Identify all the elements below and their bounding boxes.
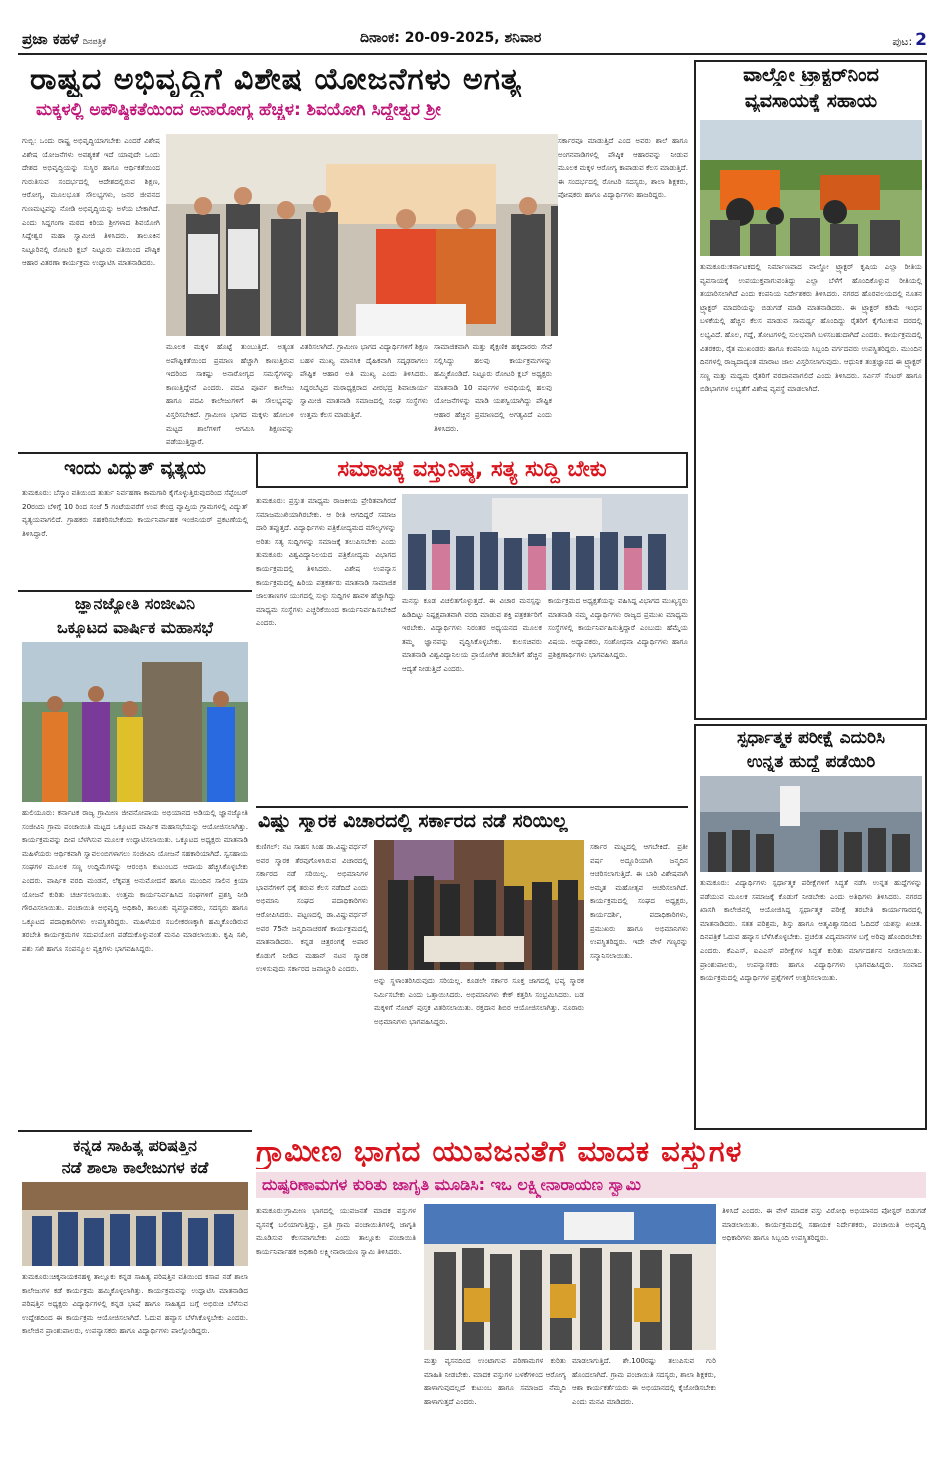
- top-rule: [18, 53, 927, 55]
- lead-col-2: ಮೂಲಕ ಮಕ್ಕಳ ಹೊಟ್ಟೆ ತುಂಬುತ್ತಿದೆ. ಅತ್ಯಂತ ಅಪೌಷ್ಟಿಕತೆಯಿಂದ ಪ್ರಮಾಣ ಹೆಚ್ಚಾಗಿ ಕಾಣುತ್ತಿರುವ ಇದರಿಂದ ಸಾಕಷ್ಟು ಅನಾರೋಗ್ಯದ ಸಮಸ್ಯೆಗಳನ್ನು ಕಾಣುತ್ತಿದ್ದೇವೆ ಎಂದರು. ಪದವಿ ಪೂರ್ವ ಕಾಲೇಜು ಹಾಗೂ ಪದವಿ ಕಾಲೇಜುಗಳಿಗೆ ಈ ಸೌಲಭ್ಯವನ್ನು ವಿಸ್ತರಿಸಬೇಕಿದೆ. ಗ್ರಾಮೀಣ ಭಾಗದ ಮಕ್ಕಳು ಹೋಬಳಿ ಮಟ್ಟದ ಶಾಲೆಗಳಿಗೆ ಆಗಮಿಸಿ ಶಿಕ್ಷಣವನ್ನು ಪಡೆಯುತ್ತಿದ್ದಾರೆ.: [166, 342, 294, 447]
- memorial-photo-image: [374, 840, 584, 970]
- edition-date: ದಿನಾಂಕ: 20-09-2025, ಶನಿವಾರ: [360, 30, 542, 46]
- sanjeevini-photo: [22, 642, 248, 802]
- power-headline: ಇಂದು ವಿದ್ಯುತ್ ವ್ಯತ್ಯಯ: [64, 458, 206, 479]
- truth-photo-image: [402, 494, 688, 590]
- exam-photo: [700, 776, 922, 872]
- power-body: ತುಮಕೂರು: ಬೆಸ್ಕಾಂ ವತಿಯಿಂದ ತುರ್ತು ನಿರ್ವಹಣಾ ಕಾಮಗಾರಿ ಕೈಗೊಳ್ಳುತ್ತಿರುವುದರಿಂದ ಸೆಪ್ಟೆಂಬರ್ 20ರಂದು ಬೆಳಿಗ್ಗೆ 10 ರಿಂದ ಸಂಜೆ 5 ಗಂಟೆಯವರೆಗೆ ಉಪ ಕೇಂದ್ರ ವ್ಯಾಪ್ತಿಯ ಗ್ರಾಮಗಳಲ್ಲಿ ವಿದ್ಯುತ್ ವ್ಯತ್ಯಯವಾಗಲಿದೆ. ಗ್ರಾಹಕರು ಸಹಕರಿಸಬೇಕೆಂದು ಕಾರ್ಯನಿರ್ವಾಹಕ ಇಂಜಿನಿಯರ್ ಪ್ರಕಟಣೆಯಲ್ಲಿ ತಿಳಿಸಿದ್ದಾರೆ.: [22, 488, 248, 538]
- sanjeevini-body: ಹುಲಿಯೂರು: ಕರ್ನಾಟಕ ರಾಜ್ಯ ಗ್ರಾಮೀಣ ಜೀವನೋಪಾಯ ಅಭಿಯಾನದ ಅಡಿಯಲ್ಲಿ ಜ್ಞಾನಜ್ಯೋತಿ ಸಂಜೀವಿನಿ ಗ್ರಾಮ ಪಂಚಾಯಿತಿ ಮಟ್ಟದ ಒಕ್ಕೂಟದ ವಾರ್ಷಿಕ ಮಹಾಸಭೆಯನ್ನು ಆಯೋಜಿಸಲಾಗಿತ್ತು. ಕಾರ್ಯಕ್ರಮವನ್ನು ದೀಪ ಬೆಳಗಿಸುವ ಮೂಲಕ ಉದ್ಘಾಟಿಸಲಾಯಿತು. ಒಕ್ಕೂಟದ ಅಧ್ಯಕ್ಷರು ಮಾತನಾಡಿ ಮಹಿಳೆಯರು ಆರ್ಥಿಕವಾಗಿ ಸ್ವಾವಲಂಬಿಗಳಾಗಲು ಸಂಜೀವಿನಿ ಯೋಜನೆ ಸಹಕಾರಿಯಾಗಿದೆ. ಸ್ವಸಹಾಯ ಸಂಘಗಳ ಮೂಲಕ ಸಣ್ಣ ಉದ್ದಿಮೆಗಳನ್ನು ಆರಂಭಿಸಿ ಕುಟುಂಬದ ಆದಾಯ ಹೆಚ್ಚಿಸಿಕೊಳ್ಳಬೇಕು ಎಂದರು. ವಾರ್ಷಿಕ ವರದಿ ಮಂಡನೆ, ಲೆಕ್ಕಪತ್ರ ಅನುಮೋದನೆ ಹಾಗೂ ಮುಂದಿನ ಸಾಲಿನ ಕ್ರಿಯಾ ಯೋಜನೆ ಕುರಿತು ಚರ್ಚಿಸಲಾಯಿತು. ಉತ್ತಮ ಕಾರ್ಯನಿರ್ವಹಿಸಿದ ಸಂಘಗಳಿಗೆ ಪ್ರಶಸ್ತಿ ನೀಡಿ ಗೌರವಿಸಲಾಯಿತು. ಪಂಚಾಯಿತಿ ಅಭಿವೃದ್ಧಿ ಅಧಿಕಾರಿ, ತಾಲೂಕು ವ್ಯವಸ್ಥಾಪಕರು, ಸದಸ್ಯರು ಹಾಗೂ ಒಕ್ಕೂಟದ ಪದಾಧಿಕಾರಿಗಳು ಉಪಸ್ಥಿತರಿದ್ದರು. ಮಹಿಳೆಯರ ಸಬಲೀಕರಣಕ್ಕಾಗಿ ಹಮ್ಮಿಕೊಂಡಿರುವ ತರಬೇತಿ ಕಾರ್ಯಕ್ರಮಗಳ ಸದುಪಯೋಗ ಪಡೆದುಕೊಳ್ಳುವಂತೆ ಮನವಿ ಮಾಡಲಾಯಿತು. ಕೃಷಿ ಸಖಿ, ಪಶು ಸಖಿ ಹಾಗೂ ಸಂಪನ್ಮೂಲ ವ್ಯಕ್ತಿಗಳು ಭಾಗವಹಿಸಿದ್ದರು.: [22, 808, 248, 953]
- drugs-headline: ಗ್ರಾಮೀಣ ಭಾಗದ ಯುವಜನತೆಗೆ ಮಾದಕ ವಸ್ತುಗಳ: [256, 1134, 743, 1168]
- page-no: 2: [915, 30, 927, 50]
- truth-col-2: ಮನಸ್ಸು ಕೂಡ ವಿಚಲಿತಗೊಳ್ಳುತ್ತದೆ. ಈ ವಿಚಾರ ಮನಸ್ಸನ್ನು ಹಿಡಿದಿಟ್ಟು ನಿಷ್ಪಕ್ಷಪಾತವಾಗಿ ವರದಿ ಮಾಡುವ ಶಕ್ತಿ ಪತ್ರಕರ್ತರಿಗೆ ಇರಬೇಕು. ವಿದ್ಯಾರ್ಥಿಗಳು ನಿರಂತರ ಅಧ್ಯಯನದ ಮೂಲಕ ತಮ್ಮ ಜ್ಞಾನವನ್ನು ವೃದ್ಧಿಸಿಕೊಳ್ಳಬೇಕು. ಕುಲಸಚಿವರು ಮಾತನಾಡಿ ವಿಶ್ವವಿದ್ಯಾನಿಲಯ ಪ್ರಾಯೋಗಿಕ ತರಬೇತಿಗೆ ಹೆಚ್ಚಿನ ಆದ್ಯತೆ ನೀಡುತ್ತಿದೆ ಎಂದರು.: [402, 596, 542, 673]
- sanjeevini-bottom-rule: [18, 1130, 252, 1132]
- exam-headline: ಸ್ಪರ್ಧಾತ್ಮಕ ಪರೀಕ್ಷೆ ಎದುರಿಸಿ: [737, 728, 885, 748]
- masthead: [0, 0, 945, 58]
- truth-col-3: ಕಾರ್ಯಕ್ರಮದ ಅಧ್ಯಕ್ಷತೆಯನ್ನು ವಹಿಸಿದ್ದ ವಿಭಾಗದ ಮುಖ್ಯಸ್ಥರು ಮಾತನಾಡಿ ನಮ್ಮ ವಿದ್ಯಾರ್ಥಿಗಳು ರಾಜ್ಯದ ಪ್ರಮುಖ ಮಾಧ್ಯಮ ಸಂಸ್ಥೆಗಳಲ್ಲಿ ಕಾರ್ಯನಿರ್ವಹಿಸುತ್ತಿದ್ದಾರೆ ಎಂಬುದು ಹೆಮ್ಮೆಯ ವಿಷಯ. ಅಧ್ಯಾಪಕರು, ಸಂಶೋಧನಾ ವಿದ್ಯಾರ್ಥಿಗಳು ಹಾಗೂ ಪ್ರಶಿಕ್ಷಣಾರ್ಥಿಗಳು ಭಾಗವಹಿಸಿದ್ದರು.: [548, 596, 688, 660]
- memorial-headline: ವಿಷ್ಣು ಸ್ಮಾರಕ ವಿಚಾರದಲ್ಲಿ ಸರ್ಕಾರದ ನಡೆ ಸರಿಯಿಲ್ಲ: [258, 810, 568, 832]
- masthead-brand: [22, 30, 106, 48]
- sanjeevini-headline-2: ಒಕ್ಕೂಟದ ವಾರ್ಷಿಕ ಮಹಾಸಭೆ: [57, 618, 213, 637]
- memorial-photo: [374, 840, 584, 970]
- exam-body: ತುಮಕೂರು: ವಿದ್ಯಾರ್ಥಿಗಳು ಸ್ಪರ್ಧಾತ್ಮಕ ಪರೀಕ್ಷೆಗಳಿಗೆ ಸಿದ್ಧತೆ ನಡೆಸಿ ಉನ್ನತ ಹುದ್ದೆಗಳನ್ನು ಪಡೆಯುವ ಮೂಲಕ ಸಮಾಜಕ್ಕೆ ಕೊಡುಗೆ ನೀಡಬೇಕು ಎಂದು ಅತಿಥಿಗಳು ತಿಳಿಸಿದರು. ನಗರದ ಖಾಸಗಿ ಕಾಲೇಜಿನಲ್ಲಿ ಆಯೋಜಿಸಿದ್ದ ಸ್ಪರ್ಧಾತ್ಮಕ ಪರೀಕ್ಷೆ ತರಬೇತಿ ಕಾರ್ಯಾಗಾರದಲ್ಲಿ ಮಾತನಾಡಿದರು. ಸತತ ಪರಿಶ್ರಮ, ಶಿಸ್ತು ಹಾಗೂ ಆತ್ಮವಿಶ್ವಾಸದಿಂದ ಓದಿದರೆ ಯಶಸ್ಸು ಖಚಿತ. ದಿನಪತ್ರಿಕೆ ಓದುವ ಹವ್ಯಾಸ ಬೆಳೆಸಿಕೊಳ್ಳಬೇಕು. ಪ್ರಚಲಿತ ವಿದ್ಯಮಾನಗಳ ಬಗ್ಗೆ ಅರಿವು ಹೊಂದಿರಬೇಕು ಎಂದರು. ಕೆಎಎಸ್, ಐಎಎಸ್ ಪರೀಕ್ಷೆಗಳ ಸಿದ್ಧತೆ ಕುರಿತು ಮಾರ್ಗದರ್ಶನ ನೀಡಲಾಯಿತು. ಪ್ರಾಂಶುಪಾಲರು, ಉಪನ್ಯಾಸಕರು ಹಾಗೂ ವಿದ್ಯಾರ್ಥಿಗಳು ಭಾಗವಹಿಸಿದ್ದರು. ಸಂವಾದ ಕಾರ್ಯಕ್ರಮದಲ್ಲಿ ವಿದ್ಯಾರ್ಥಿಗಳ ಪ್ರಶ್ನೆಗಳಿಗೆ ಉತ್ತರಿಸಲಾಯಿತು.: [700, 878, 922, 983]
- drugs-col-4: ತಿಳಿಸಿದೆ ಎಂದರು. ಈ ವೇಳೆ ಮಾದಕ ವಸ್ತು ವಿರೋಧಿ ಅಭಿಯಾನದ ಪೋಸ್ಟರ್ ಬಿಡುಗಡೆ ಮಾಡಲಾಯಿತು. ಕಾರ್ಯಕ್ರಮದಲ್ಲಿ ಸಹಾಯಕ ನಿರ್ದೇಶಕರು, ಪಂಚಾಯಿತಿ ಅಭಿವೃದ್ಧಿ ಅಧಿಕಾರಿಗಳು ಹಾಗೂ ಸಿಬ್ಬಂದಿ ಉಪಸ್ಥಿತರಿದ್ದರು.: [722, 1206, 926, 1243]
- sahitya-headline-2: ನಡೆ ಶಾಲಾ ಕಾಲೇಜುಗಳ ಕಡೆ: [61, 1158, 209, 1177]
- tractor-photo: [700, 120, 922, 256]
- drugs-col-3: ಮಾಡಲಾಗುತ್ತಿದೆ. ಶೇ.100ರಷ್ಟು ತಲುಪಿಸುವ ಗುರಿ ಹೊಂದಲಾಗಿದೆ. ಗ್ರಾಮ ಪಂಚಾಯಿತಿ ಸದಸ್ಯರು, ಶಾಲಾ ಶಿಕ್ಷಕರು, ಆಶಾ ಕಾರ್ಯಕರ್ತೆಯರು ಈ ಅಭಿಯಾನದಲ್ಲಿ ಕೈಜೋಡಿಸಬೇಕು ಎಂದು ಮನವಿ ಮಾಡಿದರು.: [572, 1356, 716, 1406]
- lead-col-4: ಸಾಮಾಜಿಕವಾಗಿ ಮತ್ತು ಶೈಕ್ಷಣಿಕ ಹಕ್ಕದಾರರು ಸೇವೆ ಸಲ್ಲಿಸಿದ್ದು ಹಲವು ಕಾರ್ಯಕ್ರಮಗಳನ್ನು ಹಮ್ಮಿಕೊಂಡಿದೆ. ನಿಟ್ಟೂರು ರೋಟರಿ ಕ್ಲಬ್ ಅಧ್ಯಕ್ಷರು ಮಾತನಾಡಿ 10 ವರ್ಷಗಳ ಅವಧಿಯಲ್ಲಿ ಹಲವು ಯೋಜನೆಗಳನ್ನು ಮಾಡಿ ಯಶಸ್ವಿಯಾಗಿದ್ದು ಪೌಷ್ಟಿಕ ಆಹಾರ ಹೆಚ್ಚಿನ ಪ್ರಮಾಣದಲ್ಲಿ ಅಗತ್ಯವಿದೆ ಎಂದು ತಿಳಿಸಿದರು.: [434, 342, 552, 433]
- tractor-photo-image: [700, 120, 922, 256]
- truth-col-1: ತುಮಕೂರು: ಪ್ರಸ್ತುತ ಮಾಧ್ಯಮ ರಾಜಕೀಯ ಪ್ರೇರಿತವಾಗಿರದೆ ಸಮಾಜಮುಖಿಯಾಗಿರಬೇಕು. ಆ ರೀತಿ ಆಗದಿದ್ದರೆ ಸಮಾಜ ದಾರಿ ತಪ್ಪುತ್ತದೆ. ವಿದ್ಯಾರ್ಥಿಗಳು ಪತ್ರಿಕೋದ್ಯಮದ ಮೌಲ್ಯಗಳನ್ನು ಅರಿತು ಸತ್ಯ ಸುದ್ದಿಗಳನ್ನು ಸಮಾಜಕ್ಕೆ ತಲುಪಿಸಬೇಕು ಎಂದು ತುಮಕೂರು ವಿಶ್ವವಿದ್ಯಾನಿಲಯದ ಪತ್ರಿಕೋದ್ಯಮ ವಿಭಾಗದ ಕಾರ್ಯಕ್ರಮದಲ್ಲಿ ತಿಳಿಸಿದರು. ವಿಶೇಷ ಉಪನ್ಯಾಸ ಕಾರ್ಯಕ್ರಮದಲ್ಲಿ ಹಿರಿಯ ಪತ್ರಕರ್ತರು ಮಾತನಾಡಿ ಸಾಮಾಜಿಕ ಜಾಲತಾಣಗಳ ಯುಗದಲ್ಲಿ ಸುಳ್ಳು ಸುದ್ದಿಗಳ ಹಾವಳಿ ಹೆಚ್ಚಾಗಿದ್ದು ಮಾಧ್ಯಮ ಸಂಸ್ಥೆಗಳು ಎಚ್ಚರಿಕೆಯಿಂದ ಕಾರ್ಯನಿರ್ವಹಿಸಬೇಕಿದೆ ಎಂದರು.: [256, 496, 396, 628]
- lead-col-1: ಗುಬ್ಬಿ: ಒಂದು ರಾಷ್ಟ್ರ ಅಭಿವೃದ್ಧಿಯಾಗಬೇಕು ಎಂದರೆ ವಿಶೇಷ ವಿಶೇಷ ಯೋಜನೆಗಳು ಅವಶ್ಯಕತೆ ಇದೆ ಯಾವುದೇ ಒಂದು ದೇಶದ ಅಭಿವೃದ್ಧಿಯನ್ನು ಸುಸ್ಥಿರ ಹಾಗೂ ಆರ್ಥಿಕತೆಯಿಂದ ಗುರುತಿಸುವ ಸಂದರ್ಭದಲ್ಲಿ ಆದೇಶದಲ್ಲಿರುವ ಶಿಕ್ಷಣ, ಆರೋಗ್ಯ, ಮೂಲಭೂತ ಸೌಲಭ್ಯಗಳು, ಜನರ ಜೀವನದ ಗುಣಮಟ್ಟವನ್ನು ನೋಡಿ ಅಭಿವೃದ್ಧಿಯನ್ನು ಅಳೆಯ ಬೇಕಾಗಿದೆ. ಎಂದು ಸಿದ್ದಗಂಗಾ ಮಠದ ಕಿರಿಯ ಶ್ರೀಗಳಾದ ಶಿವಯೋಗಿ ಸಿದ್ದೇಶ್ವರ ಮಹಾ ಸ್ವಾಮೀಜಿ ತಿಳಿಸಿದರು. ತಾಲೂಕಿನ ನಿಟ್ಟೂರಿನಲ್ಲಿ ರೋಟರಿ ಕ್ಲಬ್ ನಿಟ್ಟೂರು ವತಿಯಿಂದ ಪೌಷ್ಠಿಕ ಆಹಾರ ವಿತರಣಾ ಕಾರ್ಯಕ್ರಮ ಉದ್ಘಾಟಿಸಿ ಮಾತನಾಡಿದರು.: [22, 136, 160, 268]
- sahitya-photo: [22, 1182, 248, 1266]
- brand-sub: ದಿನಪತ್ರಿಕೆ: [82, 37, 107, 46]
- drugs-col-2: ಮತ್ತು ವ್ಯಸನದಿಂದ ಉಂಟಾಗುವ ಪರಿಣಾಮಗಳ ಕುರಿತು ಮಾಹಿತಿ ನೀಡಬೇಕು. ಮಾದಕ ವಸ್ತುಗಳ ಬಳಕೆಗಳಿಂದ ಆರೋಗ್ಯ ಹಾಳಾಗುವುದಲ್ಲದೆ ಕುಟುಂಬ ಹಾಗೂ ಸಮಾಜದ ನೆಮ್ಮದಿ ಹಾಳಾಗುತ್ತದೆ ಎಂದರು.: [424, 1356, 566, 1406]
- truth-headline: ಸಮಾಜಕ್ಕೆ ವಸ್ತುನಿಷ್ಠ, ಸತ್ಯ ಸುದ್ದಿ ಬೇಕು: [256, 452, 688, 488]
- drugs-col-1: ತುಮಕೂರು:ಗ್ರಾಮೀಣ ಭಾಗದಲ್ಲಿ ಯುವಜನತೆ ಮಾದಕ ವಸ್ತುಗಳ ವ್ಯಸನಕ್ಕೆ ಬಲಿಯಾಗುತ್ತಿದ್ದು, ಪ್ರತಿ ಗ್ರಾಮ ಪಂಚಾಯಿತಿಗಳಲ್ಲಿ ಜಾಗೃತಿ ಮೂಡಿಸುವ ಕೆಲಸವಾಗಬೇಕು ಎಂದು ತಾಲ್ಲೂಕು ಪಂಚಾಯಿತಿ ಕಾರ್ಯನಿರ್ವಾಹಕ ಅಧಿಕಾರಿ ಲಕ್ಷ್ಮೀನಾರಾಯಣ ಸ್ವಾಮಿ ತಿಳಿಸಿದರು.: [256, 1206, 416, 1256]
- tractor-headline: ವಾಲ್ಡೋ ಟ್ರ್ಯಾಕ್ಟರ್‌ನಿಂದ: [743, 64, 879, 86]
- exam-photo-image: [700, 776, 922, 872]
- memorial-col-2: ಅನ್ನು ಸ್ಥಳಾಂತರಿಸಿರುವುದು ಸರಿಯಲ್ಲ. ಕೂಡಲೇ ಸರ್ಕಾರ ಸೂಕ್ತ ಜಾಗದಲ್ಲಿ ಭವ್ಯ ಸ್ಮಾರಕ ನಿರ್ಮಿಸಬೇಕು ಎಂದು ಒತ್ತಾಯಿಸಿದರು. ಅಭಿಮಾನಿಗಳು ಕೇಕ್ ಕತ್ತರಿಸಿ ಸಂಭ್ರಮಿಸಿದರು. ಬಡ ಮಕ್ಕಳಿಗೆ ನೋಟ್ ಪುಸ್ತಕ ವಿತರಿಸಲಾಯಿತು. ರಕ್ತದಾನ ಶಿಬಿರ ಆಯೋಜಿಸಲಾಗಿತ್ತು. ನೂರಾರು ಅಭಿಮಾನಿಗಳು ಭಾಗವಹಿಸಿದ್ದರು.: [374, 976, 584, 1026]
- sahitya-body: ತುಮಕೂರು:ಚಿಕ್ಕನಾಯಕನಹಳ್ಳಿ ತಾಲ್ಲೂಕು ಕನ್ನಡ ಸಾಹಿತ್ಯ ಪರಿಷತ್ತಿನ ವತಿಯಿಂದ ಕಸಾಪ ನಡೆ ಶಾಲಾ ಕಾಲೇಜುಗಳ ಕಡೆ ಕಾರ್ಯಕ್ರಮ ಹಮ್ಮಿಕೊಳ್ಳಲಾಗಿತ್ತು. ಕಾರ್ಯಕ್ರಮವನ್ನು ಉದ್ಘಾಟಿಸಿ ಮಾತನಾಡಿದ ಪರಿಷತ್ತಿನ ಅಧ್ಯಕ್ಷರು ವಿದ್ಯಾರ್ಥಿಗಳಲ್ಲಿ ಕನ್ನಡ ಭಾಷೆ ಹಾಗೂ ಸಾಹಿತ್ಯದ ಬಗ್ಗೆ ಅಭಿರುಚಿ ಬೆಳೆಸುವ ಉದ್ದೇಶದಿಂದ ಈ ಕಾರ್ಯಕ್ರಮ ಆಯೋಜಿಸಲಾಗಿದೆ. ಓದುವ ಹವ್ಯಾಸ ಬೆಳೆಸಿಕೊಳ್ಳಬೇಕು ಎಂದರು. ಕಾಲೇಜಿನ ಪ್ರಾಂಶುಪಾಲರು, ಉಪನ್ಯಾಸಕರು ಹಾಗೂ ವಿದ್ಯಾರ್ಥಿಗಳು ಪಾಲ್ಗೊಂಡಿದ್ದರು.: [22, 1272, 248, 1336]
- exam-headline-2: ಉನ್ನತ ಹುದ್ದೆ ಪಡೆಯಿರಿ: [746, 752, 876, 772]
- lead-col-5: ಸರ್ಕಾರವೂ ಮಾಡುತ್ತಿದೆ ಎಂದ ಅವರು ಶಾಲೆ ಹಾಗೂ ಅಂಗನವಾಡಿಗಳಲ್ಲಿ ಪೌಷ್ಠಿಕ ಆಹಾರವನ್ನು ನೀಡುವ ಮೂಲಕ ಮಕ್ಕಳ ಆರೋಗ್ಯ ಕಾಪಾಡುವ ಕೆಲಸ ಮಾಡುತ್ತಿದೆ. ಈ ಸಂದರ್ಭದಲ್ಲಿ ರೋಟರಿ ಸದಸ್ಯರು, ಶಾಲಾ ಶಿಕ್ಷಕರು, ಪೋಷಕರು ಹಾಗೂ ವಿದ್ಯಾರ್ಥಿಗಳು ಹಾಜರಿದ್ದರು.: [558, 134, 688, 450]
- lead-headline: ರಾಷ್ಟ್ರದ ಅಭಿವೃದ್ಧಿಗೆ ವಿಶೇಷ ಯೋಜನೆಗಳು ಅಗತ್ಯ: [30, 62, 522, 97]
- lead-col-3: ವಿತರಿಸಲಾಗಿದೆ. ಗ್ರಾಮೀಣ ಭಾಗದ ವಿದ್ಯಾರ್ಥಿಗಳಿಗೆ ಶಿಕ್ಷಣ ಬಹಳ ಮುಖ್ಯ ಮಾನಸಿಕ ದೈಹಿಕವಾಗಿ ಸದೃಢರಾಗಲು ಪೌಷ್ಟಿಕ ಆಹಾರ ಅತಿ ಮುಖ್ಯ ಎಂದು ತಿಳಿಸಿದರು. ಸಿದ್ದರಬೆಟ್ಟದ ಮಠಾಧ್ಯಕ್ಷರಾದ ವೀರಭದ್ರ ಶಿವಾಚಾರ್ಯ ಸ್ವಾಮೀಜಿ ಮಾತನಾಡಿ ಸಮಾಜದಲ್ಲಿ ಸಂಘ ಸಂಸ್ಥೆಗಳು ಉತ್ತಮ ಕೆಲಸ ಮಾಡುತ್ತಿವೆ.: [300, 342, 428, 419]
- memorial-col-1: ಕುಣಿಗಲ್: ನಟ ಸಾಹಸ ಸಿಂಹ ಡಾ.ವಿಷ್ಣುವರ್ಧನ್ ಅವರ ಸ್ಮಾರಕ ತೆರವುಗೊಳಿಸಿರುವ ವಿಚಾರದಲ್ಲಿ ಸರ್ಕಾರದ ನಡೆ ಸರಿಯಿಲ್ಲ. ಅಭಿಮಾನಿಗಳ ಭಾವನೆಗಳಿಗೆ ಧಕ್ಕೆ ತರುವ ಕೆಲಸ ನಡೆದಿದೆ ಎಂದು ಅಭಿಮಾನಿ ಸಂಘದ ಪದಾಧಿಕಾರಿಗಳು ಆರೋಪಿಸಿದರು. ಪಟ್ಟಣದಲ್ಲಿ ಡಾ.ವಿಷ್ಣುವರ್ಧನ್ ಅವರ 75ನೇ ಜನ್ಮದಿನಾಚರಣೆ ಕಾರ್ಯಕ್ರಮದಲ್ಲಿ ಮಾತನಾಡಿದರು. ಕನ್ನಡ ಚಿತ್ರರಂಗಕ್ಕೆ ಅಪಾರ ಕೊಡುಗೆ ನೀಡಿದ ಮಹಾನ್ ನಟನ ಸ್ಮಾರಕ ಉಳಿಸುವುದು ಸರ್ಕಾರದ ಜವಾಬ್ದಾರಿ ಎಂದರು.: [256, 842, 368, 974]
- sahitya-photo-image: [22, 1182, 248, 1266]
- page-number: [892, 30, 927, 50]
- sahitya-headline: ಕನ್ನಡ ಸಾಹಿತ್ಯ ಪರಿಷತ್ತಿನ: [73, 1136, 197, 1155]
- sanjeevini-photo-image: [22, 642, 248, 802]
- tractor-body: ತುಮಕೂರು:ಕರ್ನಾಟಕದಲ್ಲಿ ನಿರ್ಮಾಣವಾದ ವಾಲ್ಡೋ ಟ್ರ್ಯಾಕ್ಟರ್ ಕೃಷಿಯ ಎಲ್ಲಾ ರೀತಿಯ ವ್ಯವಸಾಯಕ್ಕೆ ಉಪಯುಕ್ತವಾಗುವಂತಿದ್ದು ಎಲ್ಲಾ ಬೆಳೆಗೆ ಹೊಂದಿಕೊಳ್ಳುವ ರೀತಿಯಲ್ಲಿ ತಯಾರಿಸಲಾಗಿದೆ ಎಂದು ಕಂಪನಿಯ ನಿರ್ದೇಶಕರು ತಿಳಿಸಿದರು. ನಗರದ ಹೊರವಲಯದಲ್ಲಿ ನೂತನ ಟ್ರ್ಯಾಕ್ಟರ್ ಮಾದರಿಯನ್ನು ಬಿಡುಗಡೆ ಮಾಡಿ ಮಾತನಾಡಿದರು. ಈ ಟ್ರ್ಯಾಕ್ಟರ್ ಕಡಿಮೆ ಇಂಧನ ಬಳಕೆಯಲ್ಲಿ ಹೆಚ್ಚಿನ ಕೆಲಸ ಮಾಡುವ ಸಾಮರ್ಥ್ಯ ಹೊಂದಿದ್ದು ರೈತರಿಗೆ ಕೈಗೆಟುಕುವ ದರದಲ್ಲಿ ಲಭ್ಯವಿದೆ. ಹೊಲ, ಗದ್ದೆ, ತೋಟಗಳಲ್ಲಿ ಸುಲಭವಾಗಿ ಬಳಸಬಹುದಾಗಿದೆ ಎಂದರು. ಕಾರ್ಯಕ್ರಮದಲ್ಲಿ ವಿತರಕರು, ರೈತ ಮುಖಂಡರು ಹಾಗೂ ಕಂಪನಿಯ ಸಿಬ್ಬಂದಿ ವರ್ಗದವರು ಉಪಸ್ಥಿತರಿದ್ದರು. ಮುಂದಿನ ದಿನಗಳಲ್ಲಿ ರಾಜ್ಯದಾದ್ಯಂತ ಮಾರಾಟ ಜಾಲ ವಿಸ್ತರಿಸಲಾಗುವುದು. ಆಧುನಿಕ ತಂತ್ರಜ್ಞಾನದ ಈ ಟ್ರ್ಯಾಕ್ಟರ್ ಸಣ್ಣ ಮತ್ತು ಮಧ್ಯಮ ರೈತರಿಗೆ ವರದಾನವಾಗಲಿದೆ ಎಂದು ತಿಳಿಸಿದರು. ಸರ್ವಿಸ್ ಸೆಂಟರ್ ಹಾಗೂ ಬಿಡಿಭಾಗಗಳ ಲಭ್ಯತೆಗೆ ವಿಶೇಷ ವ್ಯವಸ್ಥೆ ಮಾಡಲಾಗಿದೆ.: [700, 262, 922, 394]
- power-bottom-rule: [18, 590, 252, 592]
- drugs-photo: [424, 1204, 716, 1350]
- drugs-subhead: ದುಷ್ಪರಿಣಾಮಗಳ ಕುರಿತು ಜಾಗೃತಿ ಮೂಡಿಸಿ: ಇಒ ಲಕ್ಷ್ಮೀನಾರಾಯಣ ಸ್ವಾಮಿ: [256, 1172, 926, 1198]
- lead-subhead: ಮಕ್ಕಳಲ್ಲಿ ಅಪೌಷ್ಠಿಕತೆಯಿಂದ ಅನಾರೋಗ್ಯ ಹೆಚ್ಚಳ: ಶಿವಯೋಗಿ ಸಿದ್ದೇಶ್ವರ ಶ್ರೀ: [36, 100, 441, 120]
- drugs-photo-image: [424, 1204, 716, 1350]
- truth-photo: [402, 494, 688, 590]
- truth-bottom-rule: [256, 806, 688, 808]
- tractor-headline-2: ವ್ಯವಸಾಯಕ್ಕೆ ಸಹಾಯ: [744, 90, 878, 112]
- brand-name: ಪ್ರಜಾ ಕಹಳೆ: [22, 30, 79, 48]
- sanjeevini-headline: ಜ್ಞಾನಜ್ಯೋತಿ ಸಂಜೀವಿನಿ: [74, 594, 196, 613]
- memorial-col-3: ಸರ್ಕಾರ ಮಟ್ಟದಲ್ಲಿ ಆಗಬೇಕಿದೆ. ಪ್ರತೀ ವರ್ಷ ಅದ್ದೂರಿಯಾಗಿ ಜನ್ಮದಿನ ಆಚರಿಸಲಾಗುತ್ತಿದೆ. ಈ ಬಾರಿ ವಿಶೇಷವಾಗಿ ಅಮೃತ ಮಹೋತ್ಸವ ಆಚರಿಸಲಾಗಿದೆ. ಕಾರ್ಯಕ್ರಮದಲ್ಲಿ ಸಂಘದ ಅಧ್ಯಕ್ಷರು, ಕಾರ್ಯದರ್ಶಿ, ಪದಾಧಿಕಾರಿಗಳು, ಪ್ರಮುಖರು ಹಾಗೂ ಅಭಿಮಾನಿಗಳು ಉಪಸ್ಥಿತರಿದ್ದರು. ಇದೇ ವೇಳೆ ಗಣ್ಯರನ್ನು ಸನ್ಮಾನಿಸಲಾಯಿತು.: [590, 842, 688, 960]
- page-label: ಪುಟ:: [892, 35, 913, 48]
